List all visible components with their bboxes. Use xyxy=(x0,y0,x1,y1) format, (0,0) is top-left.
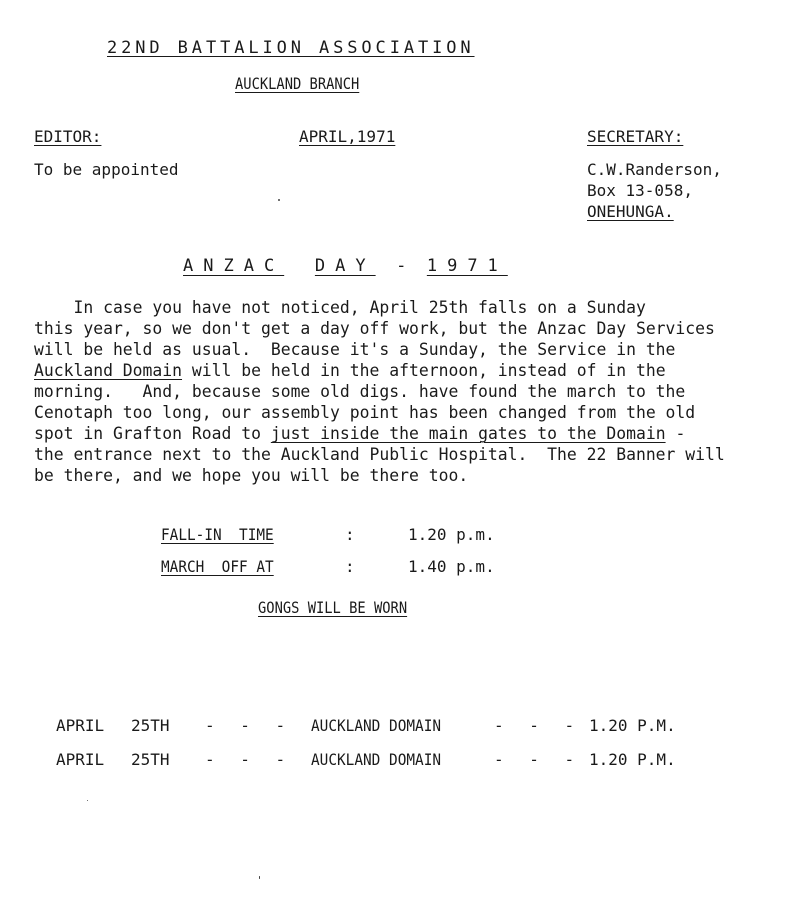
paragraph-line: the entrance next to the Auckland Public Hospital. The 22 Banner will xyxy=(34,445,725,464)
heading-separator: - xyxy=(396,256,407,276)
paragraph-line-end: - xyxy=(665,424,686,443)
branch-title: AUCKLAND BRANCH xyxy=(235,74,360,93)
listing-dashes: - - - xyxy=(494,750,583,769)
secretary-box: Box 13-058, xyxy=(587,181,693,200)
fall-in-time-label: FALL-IN TIME xyxy=(161,525,274,544)
heading-year: 1971 xyxy=(426,256,508,276)
anzac-day-heading xyxy=(183,256,508,276)
paragraph-line: In case you have not noticed, April 25th falls on a Sunday xyxy=(34,298,646,317)
listing-month: APRIL xyxy=(56,716,105,735)
march-off-label: MARCH OFF AT xyxy=(161,557,274,576)
march-off-time-value: 1.40 p.m. xyxy=(408,557,495,576)
secretary-label: SECRETARY: xyxy=(587,127,684,146)
organization-title: 22ND BATTALION ASSOCIATION xyxy=(107,38,475,58)
paragraph-line: morning. And, because some old digs. have found the march to the xyxy=(34,382,686,401)
paragraph-line-start: spot in Grafton Road to xyxy=(34,424,271,443)
editor-label: EDITOR: xyxy=(34,127,102,146)
secretary-name: C.W.Randerson, xyxy=(587,160,722,179)
heading-anzac: ANZAC xyxy=(183,256,285,276)
listing-dashes: - - - xyxy=(205,716,294,735)
fall-in-colon: : xyxy=(345,525,355,544)
paragraph-line xyxy=(34,423,685,444)
paragraph-line: will be held as usual. Because it's a Sunday, the Service in the xyxy=(34,340,676,359)
editor-value: To be appointed xyxy=(34,160,179,179)
march-off-colon: : xyxy=(345,557,355,576)
heading-day: DAY xyxy=(314,256,376,276)
paragraph-line xyxy=(34,360,666,381)
paragraph-line-rest: will be held in the afternoon, instead of in the xyxy=(182,361,666,380)
paper-speck xyxy=(259,876,260,879)
assembly-point-underlined: just inside the main gates to the Domain xyxy=(270,424,666,443)
listing-month: APRIL xyxy=(56,750,105,769)
listing-time: 1.20 P.M. xyxy=(589,716,676,735)
listing-time: 1.20 P.M. xyxy=(589,750,676,769)
paper-speck xyxy=(87,800,88,801)
secretary-town: ONEHUNGA. xyxy=(587,202,674,221)
listing-dashes: - - - xyxy=(494,716,583,735)
listing-day: 25TH xyxy=(131,750,170,769)
paragraph-line: be there, and we hope you will be there too. xyxy=(34,466,469,485)
listing-place: AUCKLAND DOMAIN xyxy=(311,750,442,769)
fall-in-time-value: 1.20 p.m. xyxy=(408,525,495,544)
gongs-note: GONGS WILL BE WORN xyxy=(258,598,408,617)
paragraph-line: Cenotaph too long, our assembly point has been changed from the old xyxy=(34,403,696,422)
paragraph-line: this year, so we don't get a day off work, but the Anzac Day Services xyxy=(34,319,715,338)
listing-dashes: - - - xyxy=(205,750,294,769)
paper-speck xyxy=(278,199,280,201)
listing-place: AUCKLAND DOMAIN xyxy=(311,716,442,735)
auckland-domain-underlined: Auckland Domain xyxy=(34,361,183,380)
issue-date: APRIL,1971 xyxy=(299,127,396,146)
listing-day: 25TH xyxy=(131,716,170,735)
